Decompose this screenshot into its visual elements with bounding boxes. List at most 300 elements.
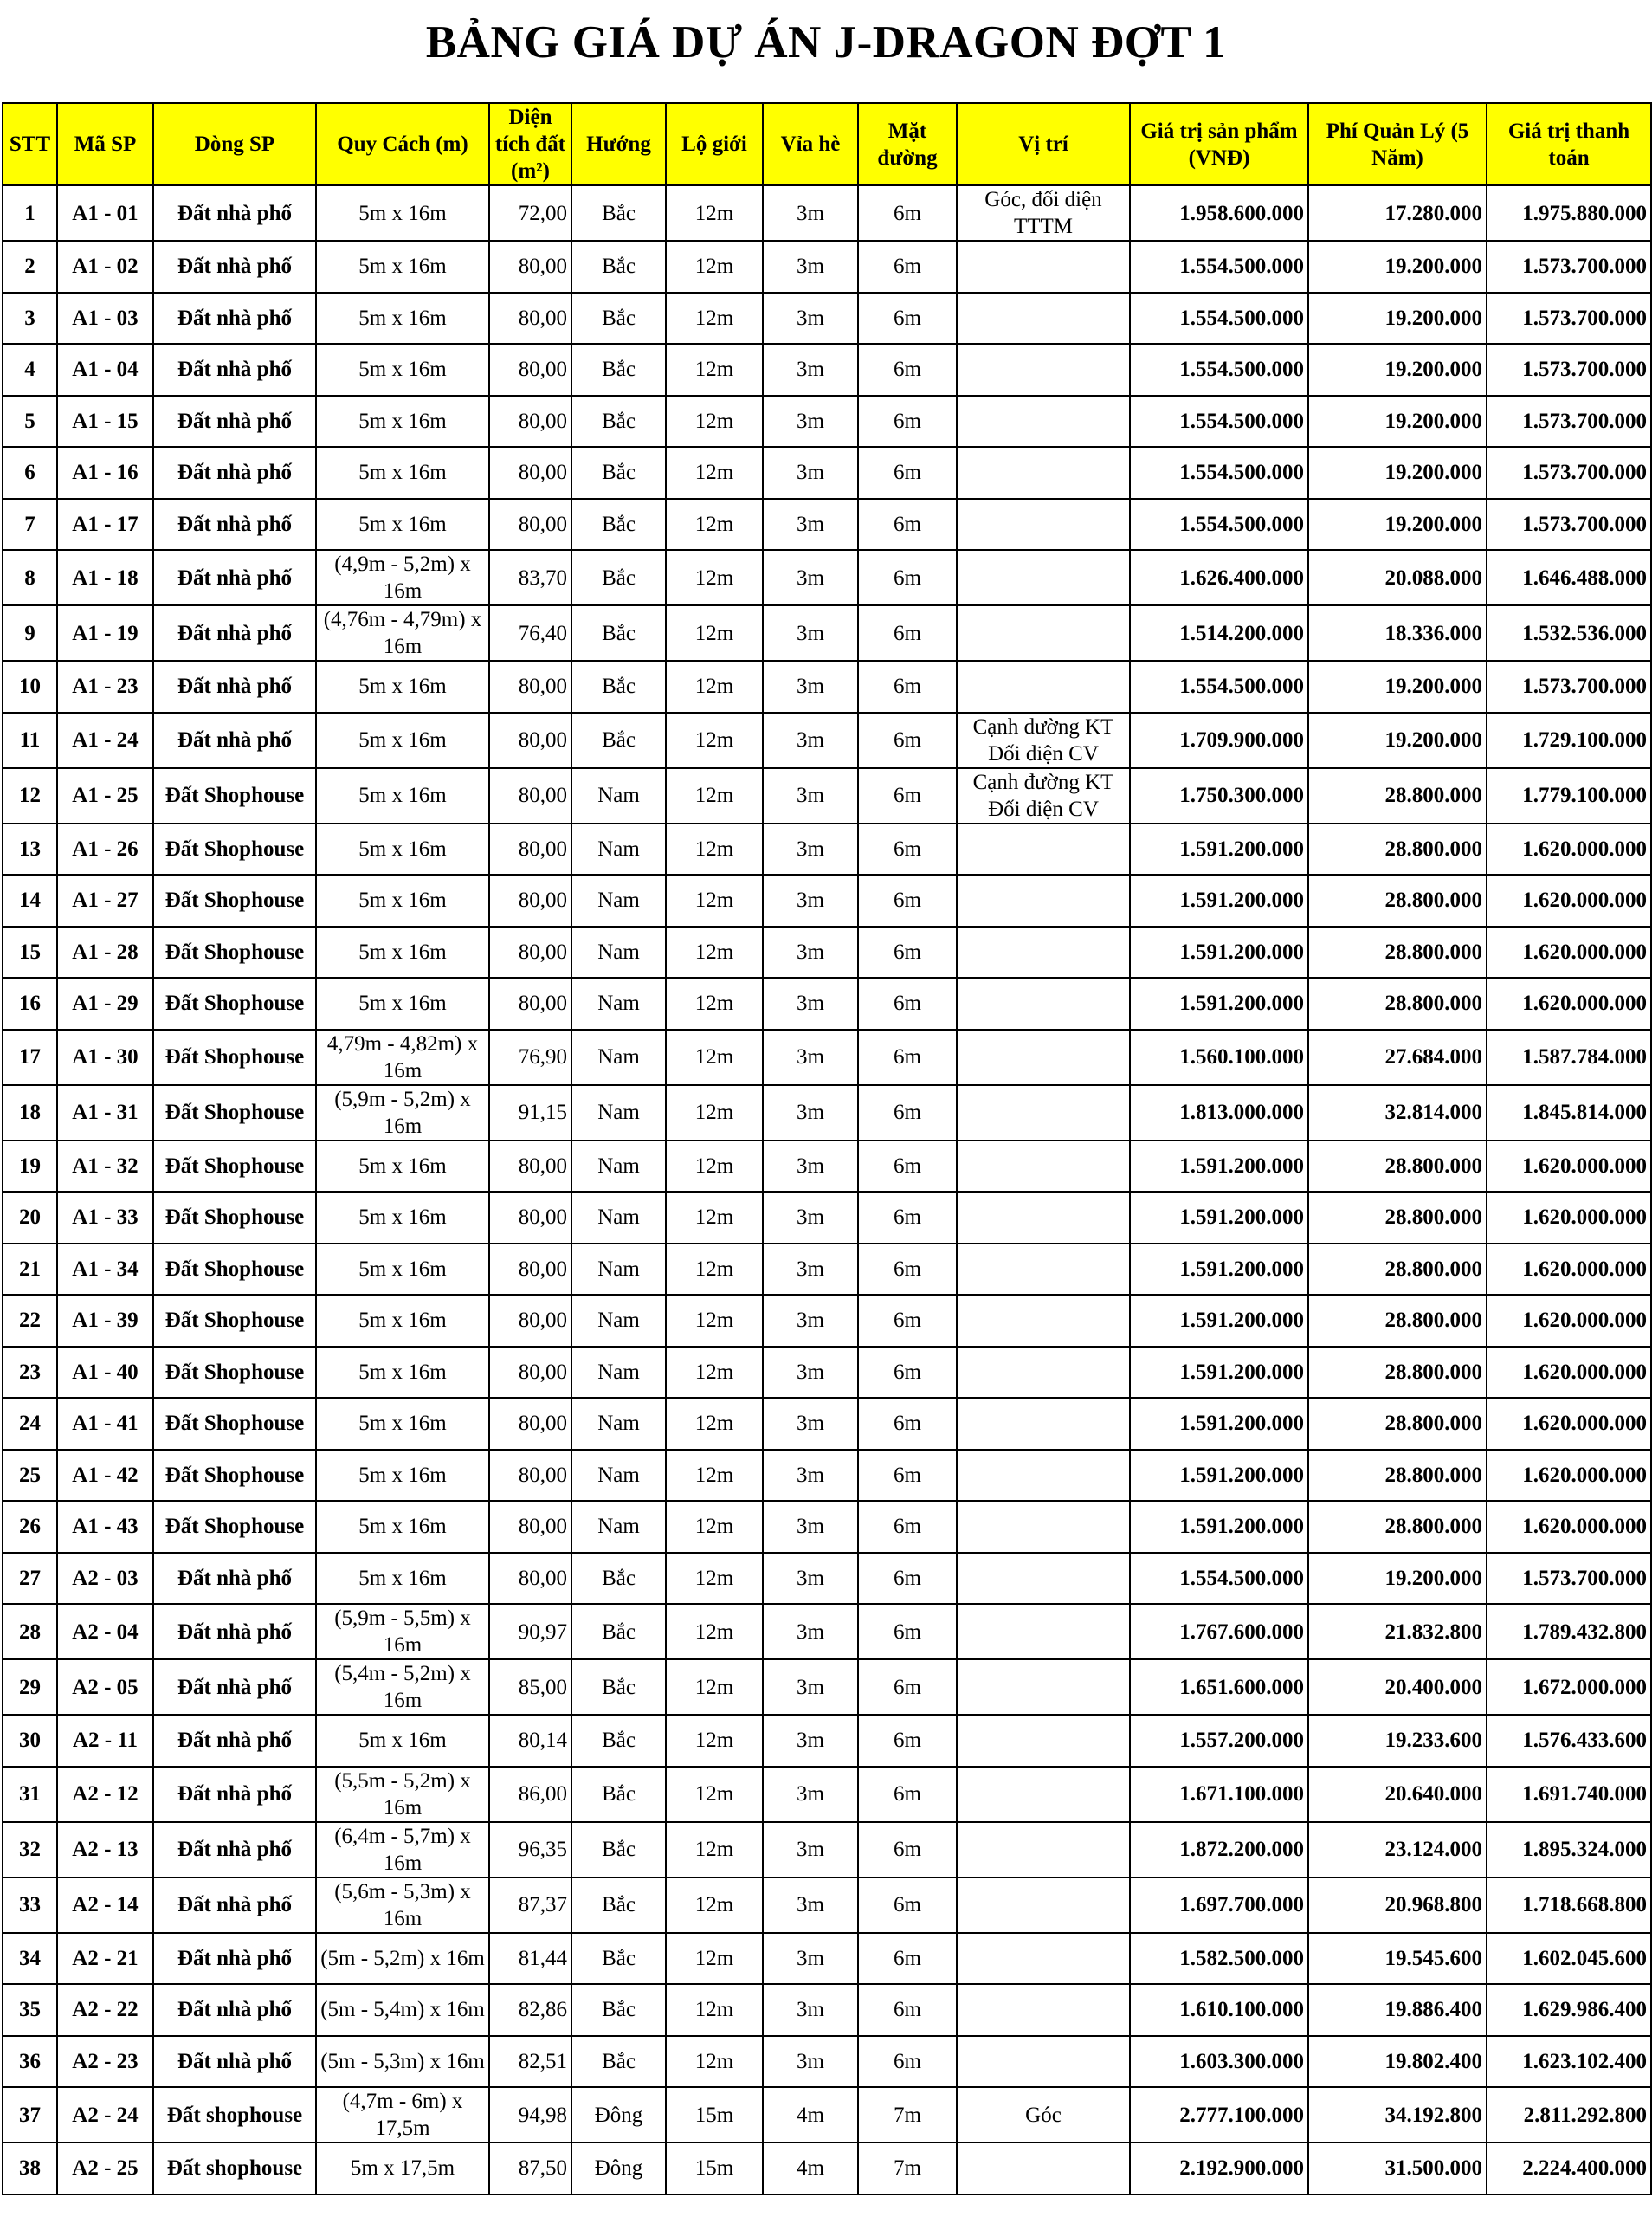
table-row [3, 2036, 1651, 2088]
fee-cell: 20.968.800 [1308, 1878, 1487, 1933]
position-cell [957, 241, 1130, 293]
road-width-cell: 12m [666, 1192, 763, 1244]
road-width-cell: 12m [666, 1767, 763, 1822]
total-cell: 1.779.100.000 [1487, 768, 1651, 824]
fee-cell: 18.336.000 [1308, 605, 1487, 661]
frontage-cell: 6m [858, 550, 957, 605]
price-cell: 1.554.500.000 [1130, 344, 1308, 396]
frontage-cell: 6m [858, 1767, 957, 1822]
price-cell: 1.697.700.000 [1130, 1878, 1308, 1933]
spec-cell: 5m x 16m [316, 1715, 489, 1767]
price-cell: 1.750.300.000 [1130, 768, 1308, 824]
price-cell: 1.514.200.000 [1130, 605, 1308, 661]
direction-cell: Bắc [571, 1984, 666, 2036]
direction-cell: Bắc [571, 1715, 666, 1767]
table-row [3, 605, 1651, 661]
code-cell: A2 - 23 [57, 2036, 153, 2088]
product-line-cell: Đất Shophouse [153, 1192, 316, 1244]
direction-cell: Nam [571, 768, 666, 824]
stt-cell: 38 [3, 2143, 57, 2194]
sidewalk-cell: 3m [763, 927, 858, 979]
direction-cell: Đông [571, 2087, 666, 2143]
total-cell: 1.620.000.000 [1487, 1192, 1651, 1244]
direction-cell: Bắc [571, 550, 666, 605]
direction-cell: Nam [571, 824, 666, 876]
road-width-cell: 12m [666, 1398, 763, 1450]
stt-cell: 2 [3, 241, 57, 293]
code-cell: A1 - 19 [57, 605, 153, 661]
stt-cell: 13 [3, 824, 57, 876]
price-cell: 1.591.200.000 [1130, 1244, 1308, 1296]
total-cell: 1.573.700.000 [1487, 447, 1651, 499]
area-cell: 80,00 [489, 1347, 571, 1399]
code-cell: A1 - 27 [57, 875, 153, 927]
area-cell: 80,00 [489, 396, 571, 448]
table-row [3, 2143, 1651, 2194]
price-cell: 1.554.500.000 [1130, 447, 1308, 499]
fee-cell: 19.200.000 [1308, 499, 1487, 551]
total-cell: 1.623.102.400 [1487, 2036, 1651, 2088]
price-cell: 1.767.600.000 [1130, 1604, 1308, 1659]
total-cell: 1.620.000.000 [1487, 824, 1651, 876]
spec-cell: 5m x 16m [316, 875, 489, 927]
road-width-cell: 12m [666, 605, 763, 661]
product-line-cell: Đất shophouse [153, 2087, 316, 2143]
stt-cell: 37 [3, 2087, 57, 2143]
area-cell: 96,35 [489, 1822, 571, 1878]
area-cell: 80,00 [489, 875, 571, 927]
product-line-cell: Đất nhà phố [153, 1604, 316, 1659]
price-cell: 1.582.500.000 [1130, 1933, 1308, 1985]
product-line-cell: Đất nhà phố [153, 1553, 316, 1605]
header-fee: Phí Quản Lý (5 Năm) [1308, 103, 1487, 185]
frontage-cell: 6m [858, 1192, 957, 1244]
position-cell [957, 1933, 1130, 1985]
sidewalk-cell: 3m [763, 605, 858, 661]
header-stt: STT [3, 103, 57, 185]
spec-cell: (5,6m - 5,3m) x 16m [316, 1878, 489, 1933]
frontage-cell: 6m [858, 1501, 957, 1553]
area-cell: 72,00 [489, 185, 571, 241]
fee-cell: 28.800.000 [1308, 1398, 1487, 1450]
road-width-cell: 12m [666, 713, 763, 768]
position-cell [957, 2036, 1130, 2088]
code-cell: A1 - 26 [57, 824, 153, 876]
area-cell: 80,00 [489, 768, 571, 824]
code-cell: A2 - 13 [57, 1822, 153, 1878]
frontage-cell: 6m [858, 875, 957, 927]
sidewalk-cell: 3m [763, 1141, 858, 1193]
frontage-cell: 6m [858, 768, 957, 824]
direction-cell: Bắc [571, 1553, 666, 1605]
sidewalk-cell: 4m [763, 2143, 858, 2194]
road-width-cell: 12m [666, 550, 763, 605]
total-cell: 1.620.000.000 [1487, 875, 1651, 927]
sidewalk-cell: 3m [763, 824, 858, 876]
frontage-cell: 6m [858, 605, 957, 661]
table-row [3, 2087, 1651, 2143]
direction-cell: Bắc [571, 605, 666, 661]
fee-cell: 17.280.000 [1308, 185, 1487, 241]
stt-cell: 3 [3, 293, 57, 345]
spec-cell: (6,4m - 5,7m) x 16m [316, 1822, 489, 1878]
price-cell: 1.591.200.000 [1130, 1450, 1308, 1502]
product-line-cell: Đất Shophouse [153, 927, 316, 979]
stt-cell: 34 [3, 1933, 57, 1985]
spec-cell: 5m x 17,5m [316, 2143, 489, 2194]
area-cell: 80,00 [489, 1501, 571, 1553]
road-width-cell: 12m [666, 927, 763, 979]
product-line-cell: Đất Shophouse [153, 1030, 316, 1085]
spec-cell: 5m x 16m [316, 185, 489, 241]
area-cell: 80,00 [489, 824, 571, 876]
price-cell: 1.651.600.000 [1130, 1659, 1308, 1715]
fee-cell: 28.800.000 [1308, 1347, 1487, 1399]
road-width-cell: 12m [666, 1030, 763, 1085]
product-line-cell: Đất Shophouse [153, 1501, 316, 1553]
direction-cell: Bắc [571, 2036, 666, 2088]
direction-cell: Bắc [571, 1659, 666, 1715]
table-row [3, 1244, 1651, 1296]
table-row [3, 875, 1651, 927]
frontage-cell: 6m [858, 293, 957, 345]
spec-cell: 5m x 16m [316, 978, 489, 1030]
position-cell [957, 661, 1130, 713]
sidewalk-cell: 3m [763, 293, 858, 345]
sidewalk-cell: 3m [763, 550, 858, 605]
price-cell: 1.554.500.000 [1130, 396, 1308, 448]
table-row [3, 1192, 1651, 1244]
product-line-cell: Đất nhà phố [153, 605, 316, 661]
position-cell [957, 447, 1130, 499]
area-cell: 86,00 [489, 1767, 571, 1822]
spec-cell: 5m x 16m [316, 824, 489, 876]
spec-cell: (5,9m - 5,5m) x 16m [316, 1604, 489, 1659]
total-cell: 1.620.000.000 [1487, 1398, 1651, 1450]
spec-cell: 5m x 16m [316, 713, 489, 768]
sidewalk-cell: 3m [763, 1822, 858, 1878]
sidewalk-cell: 3m [763, 1347, 858, 1399]
stt-cell: 36 [3, 2036, 57, 2088]
direction-cell: Đông [571, 2143, 666, 2194]
position-cell [957, 1659, 1130, 1715]
spec-cell: 5m x 16m [316, 1501, 489, 1553]
price-cell: 1.554.500.000 [1130, 661, 1308, 713]
price-cell: 1.591.200.000 [1130, 1141, 1308, 1193]
sidewalk-cell: 3m [763, 1604, 858, 1659]
stt-cell: 23 [3, 1347, 57, 1399]
area-cell: 80,00 [489, 661, 571, 713]
position-cell [957, 927, 1130, 979]
frontage-cell: 6m [858, 713, 957, 768]
product-line-cell: Đất nhà phố [153, 293, 316, 345]
price-cell: 1.554.500.000 [1130, 1553, 1308, 1605]
code-cell: A1 - 43 [57, 1501, 153, 1553]
direction-cell: Bắc [571, 1604, 666, 1659]
area-cell: 80,00 [489, 1398, 571, 1450]
price-cell: 1.591.200.000 [1130, 1192, 1308, 1244]
frontage-cell: 6m [858, 1604, 957, 1659]
direction-cell: Bắc [571, 1822, 666, 1878]
table-row [3, 550, 1651, 605]
header-line: Dòng SP [153, 103, 316, 185]
road-width-cell: 12m [666, 1244, 763, 1296]
frontage-cell: 6m [858, 447, 957, 499]
area-cell: 80,00 [489, 978, 571, 1030]
stt-cell: 27 [3, 1553, 57, 1605]
road-width-cell: 12m [666, 1659, 763, 1715]
spec-cell: (5,5m - 5,2m) x 16m [316, 1767, 489, 1822]
fee-cell: 23.124.000 [1308, 1822, 1487, 1878]
frontage-cell: 6m [858, 1295, 957, 1347]
sidewalk-cell: 3m [763, 396, 858, 448]
direction-cell: Nam [571, 1030, 666, 1085]
direction-cell: Nam [571, 1244, 666, 1296]
sidewalk-cell: 3m [763, 1878, 858, 1933]
header-area: Diện tích đất (m²) [489, 103, 571, 185]
fee-cell: 19.200.000 [1308, 344, 1487, 396]
spec-cell: (4,7m - 6m) x 17,5m [316, 2087, 489, 2143]
position-cell [957, 1767, 1130, 1822]
price-cell: 1.872.200.000 [1130, 1822, 1308, 1878]
direction-cell: Bắc [571, 293, 666, 345]
price-cell: 1.626.400.000 [1130, 550, 1308, 605]
table-row [3, 241, 1651, 293]
sidewalk-cell: 3m [763, 1244, 858, 1296]
area-cell: 85,00 [489, 1659, 571, 1715]
direction-cell: Bắc [571, 185, 666, 241]
code-cell: A2 - 04 [57, 1604, 153, 1659]
total-cell: 1.573.700.000 [1487, 344, 1651, 396]
frontage-cell: 6m [858, 241, 957, 293]
area-cell: 82,86 [489, 1984, 571, 2036]
stt-cell: 9 [3, 605, 57, 661]
total-cell: 1.620.000.000 [1487, 927, 1651, 979]
sidewalk-cell: 3m [763, 1030, 858, 1085]
product-line-cell: Đất shophouse [153, 2143, 316, 2194]
sidewalk-cell: 3m [763, 661, 858, 713]
price-cell: 1.557.200.000 [1130, 1715, 1308, 1767]
fee-cell: 32.814.000 [1308, 1085, 1487, 1141]
header-price: Giá trị sản phẩm (VNĐ) [1130, 103, 1308, 185]
area-cell: 80,00 [489, 927, 571, 979]
fee-cell: 27.684.000 [1308, 1030, 1487, 1085]
spec-cell: 4,79m - 4,82m) x 16m [316, 1030, 489, 1085]
total-cell: 1.602.045.600 [1487, 1933, 1651, 1985]
total-cell: 1.576.433.600 [1487, 1715, 1651, 1767]
fee-cell: 28.800.000 [1308, 1501, 1487, 1553]
area-cell: 80,00 [489, 1141, 571, 1193]
frontage-cell: 6m [858, 1398, 957, 1450]
sidewalk-cell: 3m [763, 1085, 858, 1141]
stt-cell: 32 [3, 1822, 57, 1878]
spec-cell: (4,76m - 4,79m) x 16m [316, 605, 489, 661]
road-width-cell: 12m [666, 1822, 763, 1878]
header-direction: Hướng [571, 103, 666, 185]
product-line-cell: Đất nhà phố [153, 1984, 316, 2036]
total-cell: 1.620.000.000 [1487, 1295, 1651, 1347]
stt-cell: 16 [3, 978, 57, 1030]
area-cell: 80,00 [489, 447, 571, 499]
position-cell [957, 550, 1130, 605]
table-row [3, 1030, 1651, 1085]
spec-cell: 5m x 16m [316, 447, 489, 499]
table-row [3, 185, 1651, 241]
spec-cell: 5m x 16m [316, 1192, 489, 1244]
fee-cell: 28.800.000 [1308, 875, 1487, 927]
total-cell: 1.573.700.000 [1487, 499, 1651, 551]
sidewalk-cell: 3m [763, 1450, 858, 1502]
product-line-cell: Đất nhà phố [153, 185, 316, 241]
sidewalk-cell: 3m [763, 1295, 858, 1347]
road-width-cell: 12m [666, 768, 763, 824]
code-cell: A2 - 05 [57, 1659, 153, 1715]
fee-cell: 19.545.600 [1308, 1933, 1487, 1985]
area-cell: 80,00 [489, 1553, 571, 1605]
stt-cell: 4 [3, 344, 57, 396]
table-row [3, 1878, 1651, 1933]
table-row [3, 1141, 1651, 1193]
product-line-cell: Đất nhà phố [153, 1715, 316, 1767]
position-cell [957, 1822, 1130, 1878]
sidewalk-cell: 3m [763, 978, 858, 1030]
fee-cell: 19.200.000 [1308, 241, 1487, 293]
header-road: Lộ giới [666, 103, 763, 185]
table-row [3, 1659, 1651, 1715]
spec-cell: (5,4m - 5,2m) x 16m [316, 1659, 489, 1715]
road-width-cell: 12m [666, 661, 763, 713]
direction-cell: Nam [571, 978, 666, 1030]
code-cell: A1 - 18 [57, 550, 153, 605]
price-cell: 1.610.100.000 [1130, 1984, 1308, 2036]
price-cell: 2.777.100.000 [1130, 2087, 1308, 2143]
frontage-cell: 6m [858, 2036, 957, 2088]
stt-cell: 30 [3, 1715, 57, 1767]
product-line-cell: Đất Shophouse [153, 1398, 316, 1450]
stt-cell: 14 [3, 875, 57, 927]
frontage-cell: 6m [858, 927, 957, 979]
product-line-cell: Đất nhà phố [153, 241, 316, 293]
position-cell [957, 1141, 1130, 1193]
table-row [3, 344, 1651, 396]
table-row [3, 499, 1651, 551]
fee-cell: 19.200.000 [1308, 713, 1487, 768]
direction-cell: Bắc [571, 1767, 666, 1822]
frontage-cell: 6m [858, 978, 957, 1030]
code-cell: A1 - 33 [57, 1192, 153, 1244]
frontage-cell: 6m [858, 1030, 957, 1085]
fee-cell: 28.800.000 [1308, 1450, 1487, 1502]
product-line-cell: Đất nhà phố [153, 661, 316, 713]
stt-cell: 8 [3, 550, 57, 605]
total-cell: 1.729.100.000 [1487, 713, 1651, 768]
spec-cell: (5m - 5,4m) x 16m [316, 1984, 489, 2036]
area-cell: 87,50 [489, 2143, 571, 2194]
sidewalk-cell: 3m [763, 1398, 858, 1450]
stt-cell: 28 [3, 1604, 57, 1659]
spec-cell: 5m x 16m [316, 1450, 489, 1502]
direction-cell: Bắc [571, 344, 666, 396]
direction-cell: Bắc [571, 241, 666, 293]
code-cell: A1 - 39 [57, 1295, 153, 1347]
product-line-cell: Đất Shophouse [153, 1244, 316, 1296]
table-row [3, 1604, 1651, 1659]
road-width-cell: 12m [666, 978, 763, 1030]
table-row [3, 1553, 1651, 1605]
stt-cell: 15 [3, 927, 57, 979]
code-cell: A1 - 24 [57, 713, 153, 768]
fee-cell: 19.200.000 [1308, 447, 1487, 499]
stt-cell: 25 [3, 1450, 57, 1502]
area-cell: 80,00 [489, 241, 571, 293]
header-total: Giá trị thanh toán [1487, 103, 1651, 185]
sidewalk-cell: 3m [763, 1501, 858, 1553]
product-line-cell: Đất nhà phố [153, 1767, 316, 1822]
table-row [3, 768, 1651, 824]
stt-cell: 26 [3, 1501, 57, 1553]
product-line-cell: Đất Shophouse [153, 1141, 316, 1193]
spec-cell: 5m x 16m [316, 293, 489, 345]
code-cell: A2 - 21 [57, 1933, 153, 1985]
product-line-cell: Đất Shophouse [153, 1347, 316, 1399]
direction-cell: Nam [571, 1295, 666, 1347]
code-cell: A1 - 25 [57, 768, 153, 824]
stt-cell: 10 [3, 661, 57, 713]
road-width-cell: 12m [666, 824, 763, 876]
total-cell: 1.620.000.000 [1487, 1501, 1651, 1553]
table-row [3, 713, 1651, 768]
position-cell [957, 1878, 1130, 1933]
fee-cell: 28.800.000 [1308, 978, 1487, 1030]
sidewalk-cell: 3m [763, 1715, 858, 1767]
frontage-cell: 7m [858, 2143, 957, 2194]
spec-cell: (4,9m - 5,2m) x 16m [316, 550, 489, 605]
position-cell [957, 1192, 1130, 1244]
fee-cell: 28.800.000 [1308, 1244, 1487, 1296]
price-cell: 1.591.200.000 [1130, 1347, 1308, 1399]
price-cell: 1.958.600.000 [1130, 185, 1308, 241]
total-cell: 1.718.668.800 [1487, 1878, 1651, 1933]
spec-cell: 5m x 16m [316, 396, 489, 448]
spec-cell: 5m x 16m [316, 1141, 489, 1193]
total-cell: 2.224.400.000 [1487, 2143, 1651, 2194]
code-cell: A2 - 25 [57, 2143, 153, 2194]
road-width-cell: 12m [666, 1553, 763, 1605]
road-width-cell: 12m [666, 1604, 763, 1659]
road-width-cell: 12m [666, 875, 763, 927]
total-cell: 1.620.000.000 [1487, 1141, 1651, 1193]
stt-cell: 5 [3, 396, 57, 448]
table-row [3, 1398, 1651, 1450]
total-cell: 1.587.784.000 [1487, 1030, 1651, 1085]
area-cell: 83,70 [489, 550, 571, 605]
total-cell: 1.646.488.000 [1487, 550, 1651, 605]
table-row [3, 396, 1651, 448]
product-line-cell: Đất nhà phố [153, 344, 316, 396]
spec-cell: 5m x 16m [316, 499, 489, 551]
table-row [3, 1085, 1651, 1141]
direction-cell: Bắc [571, 447, 666, 499]
header-code: Mã SP [57, 103, 153, 185]
area-cell: 90,97 [489, 1604, 571, 1659]
table-row [3, 1295, 1651, 1347]
direction-cell: Nam [571, 1501, 666, 1553]
sidewalk-cell: 3m [763, 1192, 858, 1244]
road-width-cell: 12m [666, 499, 763, 551]
header-row [3, 103, 1651, 185]
code-cell: A1 - 23 [57, 661, 153, 713]
position-cell [957, 605, 1130, 661]
